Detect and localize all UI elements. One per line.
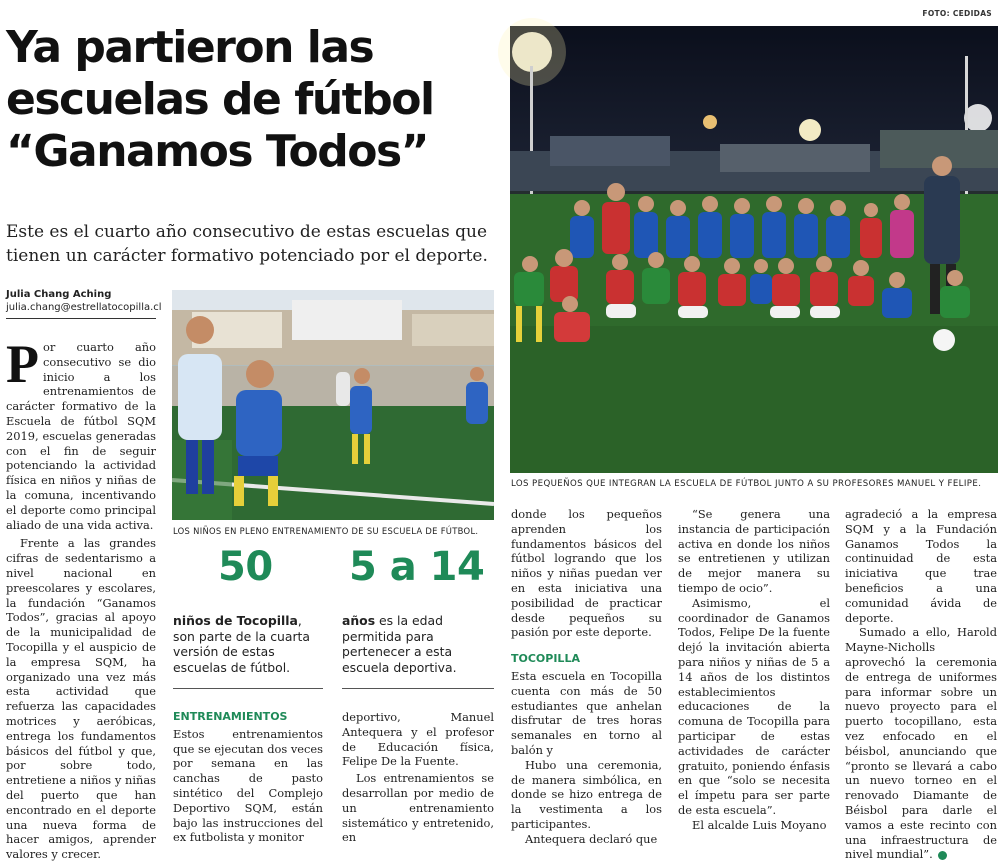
body-paragraph: Los entrenamientos se desarrollan por medio de un entrenamiento sistemático y entretenido, en bbox=[342, 771, 494, 845]
drop-cap: P bbox=[6, 334, 39, 394]
body-column-1 bbox=[6, 334, 156, 862]
stat-description bbox=[173, 613, 323, 675]
headline-line: “Ganamos Todos” bbox=[6, 126, 429, 177]
body-paragraph: Estos entrenamientos que se ejecutan dos veces por semana en las canchas de pasto sintético del Complejo Deportivo SQM, están bajo las instrucciones del ex futbolista y monitor bbox=[173, 726, 324, 845]
body-paragraph: Esta escuela en Tocopilla cuenta con más de 50 estudiantes que anhelan disfrutar de tres horas semanales en torno al balón y bbox=[511, 668, 662, 757]
training-photo bbox=[172, 290, 494, 520]
stat-description bbox=[342, 613, 494, 675]
stat-highlight: años bbox=[342, 613, 376, 628]
stat-highlight: niños de Tocopilla bbox=[173, 613, 298, 628]
photo-credit: FOTO: CEDIDAS bbox=[922, 9, 992, 18]
body-paragraph: donde los pequeños aprenden los fundamentos básicos del fútbol logrando que los niños y niñas puedan ver en esta iniciativa una posibilidad de practicar desde pequeños su pasión por este deporte. bbox=[511, 507, 662, 640]
author-name: Julia Chang Aching bbox=[6, 289, 112, 300]
section-heading: ENTRENAMIENTOS bbox=[173, 710, 288, 723]
body-column-4 bbox=[511, 507, 662, 847]
body-paragraph: “Se genera una instancia de participación activa en donde los niños se entretienen y utilizan de mejor manera su tiempo de ocio”. bbox=[678, 507, 830, 595]
stat-rest: , son parte de la cuarta versión de estas escuelas de fútbol. bbox=[173, 613, 311, 675]
stats-divider bbox=[173, 688, 323, 689]
article-headline bbox=[6, 22, 506, 178]
body-paragraph: El alcalde Luis Moyano bbox=[692, 817, 827, 832]
body-paragraph: Antequera declaró que bbox=[525, 831, 658, 846]
byline-divider bbox=[6, 318, 156, 319]
stat-number: 50 bbox=[218, 544, 273, 590]
subhead-line: Este es el cuarto año consecutivo de estas escuelas que bbox=[6, 222, 488, 242]
body-paragraph: agradeció a la empresa SQM y a la Fundación Ganamos Todos la continuidad de esta iniciativa que trae beneficios a una comunidad ávida de deporte. bbox=[845, 507, 997, 625]
stat-rest: es la edad permitida para pertenecer a esta escuela deportiva. bbox=[342, 613, 457, 675]
training-photo-caption: LOS NIÑOS EN PLENO ENTRENAMIENTO DE SU ESCUELA DE FÚTBOL. bbox=[173, 526, 479, 536]
stats-divider bbox=[342, 688, 494, 689]
body-paragraph: Hubo una ceremonia, de manera simbólica, en donde se hizo entrega de la vestimenta a los participantes. bbox=[511, 757, 662, 831]
author-email: julia.chang@estrellatocopilla.cl bbox=[6, 302, 162, 313]
headline-line: Ya partieron las bbox=[6, 22, 374, 73]
body-paragraph: Sumado a ello, Harold Mayne-Nicholls aprovechó la ceremonia de entrega de uniformes para informar sobre un nuevo proyecto para el puerto tocopillano, esta vez enfocado en el béisbol, anunciando que “pronto se llevará a cabo un nuevo torneo en el renovado Diamante de Béisbol para darle el vamos a este recinto con una infraestructura de nivel mundial”. bbox=[845, 625, 997, 862]
body-column-2 bbox=[173, 710, 323, 845]
section-heading: TOCOPILLA bbox=[511, 652, 580, 666]
training-photo-illustration bbox=[172, 290, 494, 520]
team-photo bbox=[510, 26, 998, 473]
team-photo-illustration bbox=[510, 26, 998, 473]
body-paragraph: Asimismo, el coordinador de Ganamos Todos, Felipe De la fuente dejó la invitación abierta para niños y niñas de 5 a 14 años de los distintos establecimientos educaciones de la comuna de Tocopilla para participar de estas actividades de carácter gratuito, poniendo énfasis en que “solo se necesita el ímpetu para ser parte de esta escuela”. bbox=[678, 595, 830, 817]
headline-line: escuelas de fútbol bbox=[6, 74, 434, 125]
subhead-line: tienen un carácter formativo potenciado por el deporte. bbox=[6, 246, 488, 266]
article-subhead bbox=[6, 220, 501, 268]
stat-number: 5 a 14 bbox=[349, 544, 485, 590]
body-column-5 bbox=[678, 507, 830, 833]
body-paragraph: deportivo, Manuel Antequera y el profesor de Educación física, Felipe De la Fuente. bbox=[342, 710, 494, 769]
body-column-3 bbox=[342, 710, 494, 845]
body-paragraph: Por cuarto año consecutivo se dio inicio a los entrenamientos de carácter formativo de la Escuela de fútbol SQM 2019, escuelas generadas con el fin de seguir potenciando la actividad física en niños y niñas de la comuna, incentivando el deporte como principal aliado de una vida activa. bbox=[6, 334, 156, 532]
body-column-6 bbox=[845, 507, 997, 862]
team-photo-caption: LOS PEQUEÑOS QUE INTEGRAN LA ESCUELA DE FÚTBOL JUNTO A SU PROFESORES MANUEL Y FELIPE. bbox=[511, 479, 982, 489]
end-of-article-icon bbox=[938, 851, 947, 860]
byline bbox=[6, 288, 162, 314]
body-paragraph: Frente a las grandes cifras de sedentarismo a nivel nacional en preescolares y escolares, la fundación “Ganamos Todos”, gracias al apoyo de la municipalidad de Tocopilla y el auspicio de la empresa SQM, ha organizado una vez más esta actividad que refuerza las capacidades motrices y aeróbicas, entrega los fundamentos básicos del fútbol y que, por sobre todo, entretiene a niños y niñas del puerto que han encontrado en el deporte una nueva forma de hacer amigos, aprender valores y crecer. bbox=[6, 536, 156, 862]
